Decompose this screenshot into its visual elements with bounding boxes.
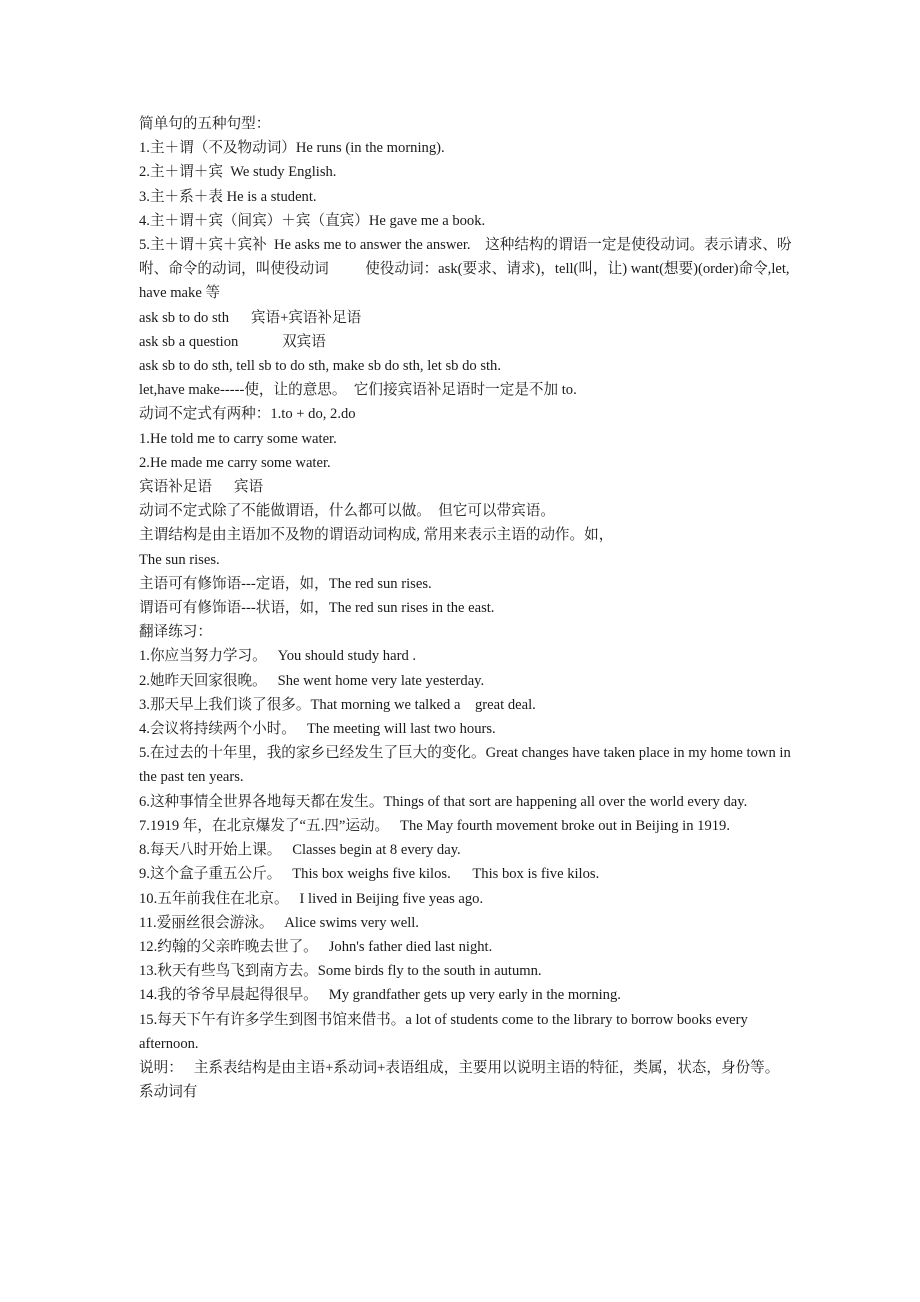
pattern-2: 2.主＋谓＋宾 We study English. bbox=[139, 164, 337, 181]
translation-item: 12.约翰的父亲昨晚去世了。 John's father died last night. bbox=[139, 938, 493, 955]
complement-vs-object: 宾语补足语 宾语 bbox=[139, 479, 264, 496]
pattern-5: 5.主＋谓＋宾＋宾补 He asks me to answer the answer. 这种结构的谓语一定是使役动词。表示请求、吩咐、命令的动词，叫使役动词 使役动词：ask(要求、请求)，tell(叫，让) want(想要)(order)命令,let, have make 等 bbox=[139, 237, 794, 302]
translation-item: 8.每天八时开始上课。 Classes begin at 8 every day. bbox=[139, 842, 461, 859]
pattern-4: 4.主＋谓＋宾（间宾）＋宾（直宾）He gave me a book. bbox=[139, 212, 486, 229]
heading-five-sentence-patterns: 简单句的五种句型： bbox=[139, 116, 271, 132]
infinitive-two-kinds: 动词不定式有两种：1.to + do, 2.do bbox=[139, 406, 356, 423]
translation-item: 11.爱丽丝很会游泳。 Alice swims very well. bbox=[139, 914, 419, 931]
translation-item: 2.她昨天回家很晚。 She went home very late yesterday. bbox=[139, 672, 485, 689]
explanation-subject-linking-predicative: 说明： 主系表结构是由主语+系动词+表语组成，主要用以说明主语的特征，类属，状态，身份等。 bbox=[139, 1059, 780, 1076]
translation-item: 10.五年前我住在北京。 I lived in Beijing five yeas ago. bbox=[139, 890, 484, 907]
translation-item: 4.会议将持续两个小时。 The meeting will last two hours. bbox=[139, 721, 496, 738]
example-ask-to-do: ask sb to do sth 宾语+宾语补足语 bbox=[139, 309, 362, 326]
example-ask-question: ask sb a question 双宾语 bbox=[139, 333, 326, 350]
translation-item: 1.你应当努力学习。 You should study hard . bbox=[139, 648, 417, 665]
infinitive-example-2: 2.He made me carry some water. bbox=[139, 454, 331, 471]
translation-item: 9.这个盒子重五公斤。 This box weighs five kilos. This box is five kilos. bbox=[139, 866, 600, 883]
note-let-have-make: let,have make-----使，让的意思。 它们接宾语补足语时一定是不加 to. bbox=[139, 382, 577, 399]
translation-item: 7.1919 年，在北京爆发了“五.四”运动。 The May fourth movement broke out in Beijing in 1919. bbox=[139, 817, 730, 834]
infinitive-example-1: 1.He told me to carry some water. bbox=[139, 430, 337, 447]
example-list: ask sb to do sth, tell sb to do sth, make sb do sth, let sb do sth. bbox=[139, 358, 502, 375]
subject-predicate-structure: 主谓结构是由主语加不及物的谓语动词构成, 常用来表示主语的动作。如， bbox=[139, 527, 614, 544]
predicate-modifier: 谓语可有修饰语---状语，如，The red sun rises in the east. bbox=[139, 600, 495, 617]
infinitive-note: 动词不定式除了不能做谓语，什么都可以做。 但它可以带宾语。 bbox=[139, 503, 555, 520]
translation-item: 3.那天早上我们谈了很多。That morning we talked a great deal. bbox=[139, 696, 536, 713]
example-sun-rises: The sun rises. bbox=[139, 551, 220, 568]
translation-item: 14.我的爷爷早晨起得很早。 My grandfather gets up very early in the morning. bbox=[139, 987, 621, 1004]
pattern-3: 3.主＋系＋表 He is a student. bbox=[139, 188, 317, 205]
translation-item: 13.秋天有些鸟飞到南方去。Some birds fly to the south in autumn. bbox=[139, 963, 542, 980]
translation-heading: 翻译练习： bbox=[139, 624, 212, 641]
translation-item: 6.这种事情全世界各地每天都在发生。Things of that sort are happening all over the world every day. bbox=[139, 793, 748, 810]
pattern-1: 1.主＋谓（不及物动词）He runs (in the morning). bbox=[139, 140, 445, 157]
translation-item: 15.每天下午有许多学生到图书馆来借书。a lot of students come to the library to borrow books every afternoon. bbox=[139, 1011, 752, 1052]
subject-modifier: 主语可有修饰语---定语，如，The red sun rises. bbox=[139, 575, 432, 592]
document-body bbox=[139, 112, 807, 1104]
translation-item: 5.在过去的十年里，我的家乡已经发生了巨大的变化。Great changes have taken place in my home town in the past ten years. bbox=[139, 745, 795, 786]
linking-verbs-heading: 系动词有 bbox=[139, 1084, 198, 1101]
